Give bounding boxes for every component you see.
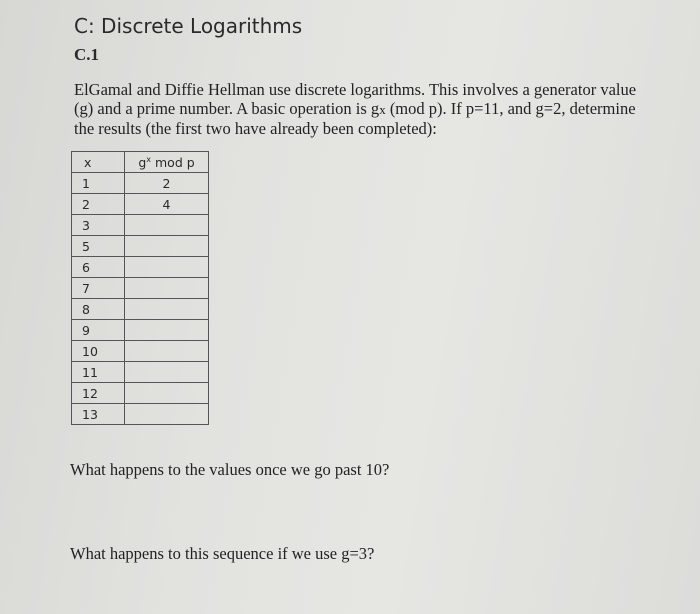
question-2: What happens to this sequence if we use g=3? bbox=[70, 544, 375, 563]
cell-value bbox=[125, 215, 209, 236]
column-header-x: x bbox=[72, 152, 125, 173]
header-exponent-x: x bbox=[146, 154, 152, 164]
cell-x: 5 bbox=[72, 236, 125, 257]
cell-value bbox=[125, 257, 209, 278]
cell-x: 6 bbox=[72, 257, 125, 278]
paragraph-line-1: ElGamal and Diffie Hellman use discrete logarithms. This involves a generator value bbox=[74, 80, 637, 99]
cell-x: 11 bbox=[72, 362, 125, 383]
section-number: C.1 bbox=[74, 45, 100, 64]
paragraph-line-3: the results (the first two have already been completed): bbox=[74, 119, 437, 138]
cell-value bbox=[125, 341, 209, 362]
cell-x: 12 bbox=[72, 383, 125, 404]
header-g: g bbox=[138, 154, 147, 170]
column-header-gx-mod-p bbox=[125, 152, 209, 173]
cell-x: 10 bbox=[72, 341, 125, 362]
cell-value bbox=[125, 383, 209, 404]
cell-value bbox=[125, 278, 209, 299]
paragraph-line-2-end: (mod p). If p=11, and g=2, determine bbox=[385, 99, 636, 118]
cell-value bbox=[125, 404, 209, 425]
cell-value: 2 bbox=[125, 173, 209, 194]
table-row bbox=[72, 236, 209, 257]
paragraph-line-2 bbox=[74, 99, 694, 119]
cell-x: 1 bbox=[72, 173, 125, 194]
cell-x: 7 bbox=[72, 278, 125, 299]
table-row bbox=[72, 320, 209, 341]
table-row bbox=[72, 194, 209, 215]
problem-paragraph bbox=[74, 80, 694, 138]
table-row bbox=[72, 278, 209, 299]
cell-value: 4 bbox=[125, 194, 209, 215]
table-row bbox=[72, 383, 209, 404]
cell-value bbox=[125, 299, 209, 320]
table-row bbox=[72, 341, 209, 362]
cell-x: 8 bbox=[72, 299, 125, 320]
table-row bbox=[72, 362, 209, 383]
table-header-row bbox=[72, 152, 209, 173]
cell-value bbox=[125, 320, 209, 341]
header-mod-p: mod p bbox=[151, 154, 195, 170]
cell-value bbox=[125, 236, 209, 257]
question-1: What happens to the values once we go past 10? bbox=[70, 460, 390, 479]
table-row bbox=[72, 299, 209, 320]
page-heading: C: Discrete Logarithms bbox=[74, 14, 303, 38]
cell-x: 3 bbox=[72, 215, 125, 236]
exponent-x: x bbox=[379, 102, 386, 117]
table-row bbox=[72, 404, 209, 425]
cell-x: 9 bbox=[72, 320, 125, 341]
table-row bbox=[72, 257, 209, 278]
cell-x: 2 bbox=[72, 194, 125, 215]
cell-value bbox=[125, 362, 209, 383]
cell-x: 13 bbox=[72, 404, 125, 425]
table-row bbox=[72, 215, 209, 236]
results-table bbox=[71, 151, 209, 425]
paragraph-line-2-start: (g) and a prime number. A basic operation is g bbox=[74, 99, 380, 118]
table-row bbox=[72, 173, 209, 194]
